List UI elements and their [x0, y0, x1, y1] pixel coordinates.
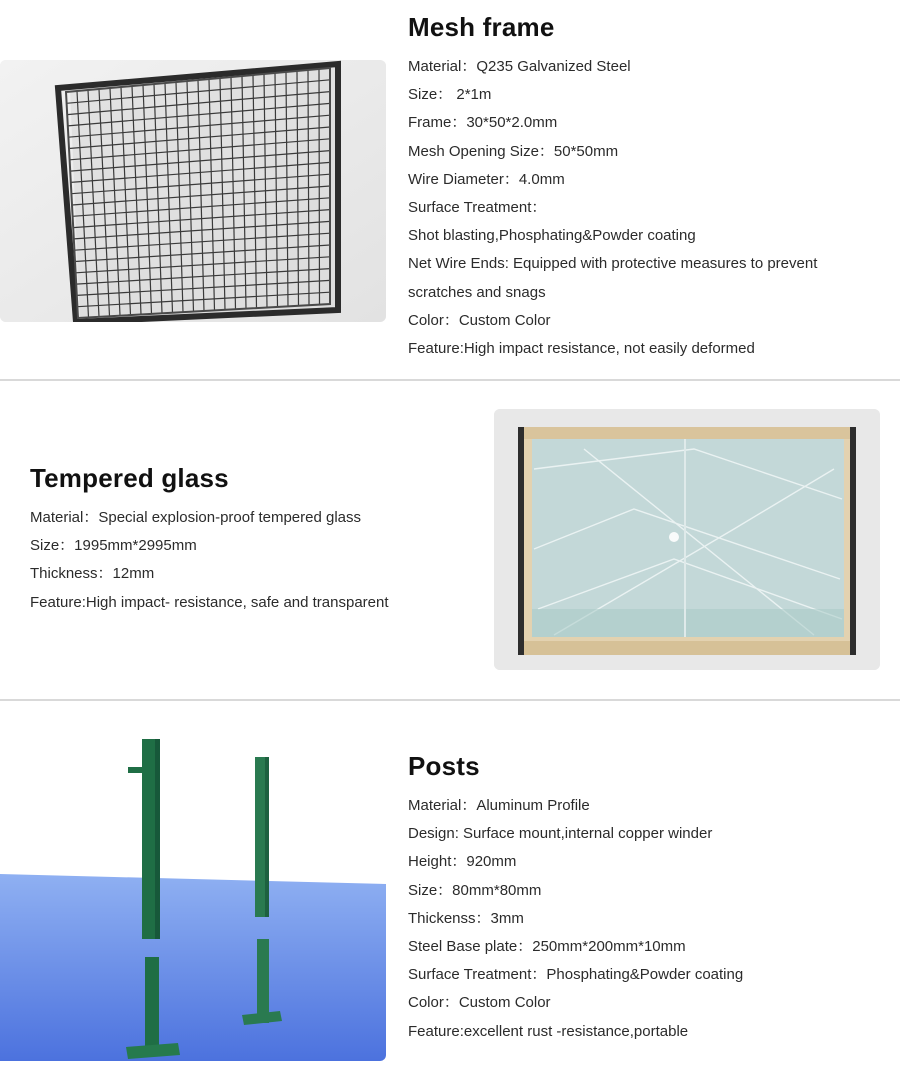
spec-thickness: Thickenss：3mm — [408, 909, 524, 927]
spec-size: Size： 2*1m — [408, 86, 492, 104]
tempered-glass-specs — [30, 504, 470, 617]
spec-size: Size：1995mm*2995mm — [30, 537, 197, 555]
mesh-frame-specs — [408, 53, 888, 363]
spec-feature: Feature:High impact- resistance, safe and transparent — [30, 593, 389, 611]
spec-surface-treatment: Surface Treatment：Phosphating&Powder coating — [408, 966, 744, 984]
spec-wire-diameter: Wire Diameter：4.0mm — [408, 170, 565, 188]
spec-feature: Feature:excellent rust -resistance,portable — [408, 1022, 689, 1040]
spec-thickness: Thickness：12mm — [30, 565, 155, 583]
spec-feature: Feature:High impact resistance, not easily deformed — [408, 340, 755, 358]
tempered-glass-title: Tempered glass — [30, 463, 229, 493]
posts-illustration — [0, 729, 386, 1061]
spec-color: Color：Custom Color — [408, 311, 551, 329]
spec-surface-treatment-detail: Shot blasting,Phosphating&Powder coating — [408, 227, 696, 245]
spec-design: Design: Surface mount,internal copper winder — [408, 825, 713, 843]
spec-steel-base-plate: Steel Base plate：250mm*200mm*10mm — [408, 938, 686, 956]
spec-net-wire-ends: Net Wire Ends: Equipped with protective measures to prevent scratches and snags — [408, 255, 818, 301]
section-mesh-frame — [0, 0, 900, 380]
spec-material: Material：Aluminum Profile — [408, 797, 590, 814]
mesh-frame-illustration — [0, 60, 386, 322]
spec-surface-treatment: Surface Treatment： — [408, 199, 547, 217]
spec-material: Material：Q235 Galvanized Steel — [408, 58, 631, 75]
spec-size: Size：80mm*80mm — [408, 881, 542, 899]
spec-height: Height：920mm — [408, 853, 517, 871]
spec-color: Color：Custom Color — [408, 994, 551, 1012]
spec-frame: Frame：30*50*2.0mm — [408, 114, 558, 132]
tempered-glass-illustration — [494, 409, 880, 670]
mesh-frame-image — [0, 60, 386, 322]
posts-image — [0, 729, 386, 1061]
tempered-glass-image — [494, 409, 880, 670]
mesh-frame-title: Mesh frame — [408, 12, 555, 42]
section-tempered-glass — [0, 381, 900, 699]
section-posts — [0, 701, 900, 1080]
spec-mesh-opening: Mesh Opening Size：50*50mm — [408, 142, 619, 160]
posts-title: Posts — [408, 751, 480, 781]
spec-material: Material：Special explosion-proof tempered glass — [30, 509, 361, 526]
posts-specs — [408, 792, 888, 1046]
